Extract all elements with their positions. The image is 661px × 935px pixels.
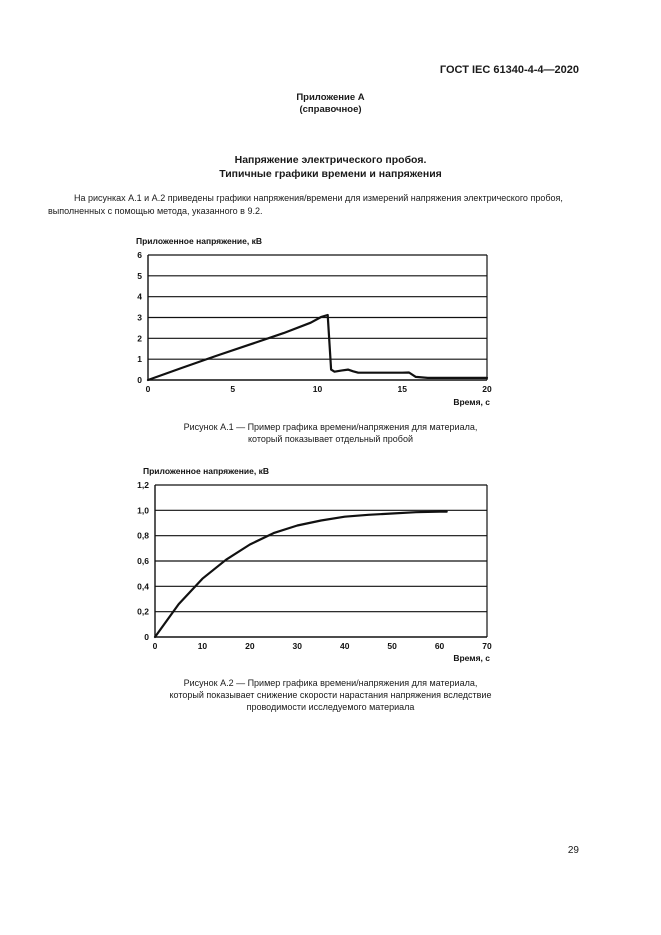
y-tick-label: 0,8 [137, 530, 149, 541]
page-number: 29 [567, 845, 579, 856]
intro-paragraph: На рисунках А.1 и А.2 приведены графики напряжения/времени для измерений напряжения электрического пробоя, выполненных с помощью метода, указанного в 9.2. [48, 193, 563, 216]
figure-a1-caption-line2: который показывает отдельный пробой [248, 434, 413, 444]
y-tick-label: 0 [144, 632, 149, 642]
x-tick-label: 5 [230, 384, 236, 394]
figure-a1-caption [0, 421, 661, 445]
series-line [148, 315, 487, 380]
x-tick-label: 50 [387, 641, 397, 651]
section-title [0, 153, 661, 181]
figure-a2-caption-line1: Рисунок А.2 — Пример графика времени/напряжения для материала, [183, 678, 478, 688]
document-header: ГОСТ IEC 61340-4-4—2020 [439, 64, 579, 76]
x-tick-label: 0 [145, 384, 151, 394]
y-tick-label: 0,2 [137, 606, 149, 617]
y-axis-label: Приложенное напряжение, кВ [143, 466, 269, 476]
y-tick-label: 5 [137, 270, 142, 281]
annex-title: Приложение А [296, 92, 365, 103]
annex-status: (справочное) [299, 104, 362, 115]
section-title-line2: Типичные графики времени и напряжения [219, 168, 442, 180]
x-tick-label: 60 [434, 641, 445, 651]
section-title-line1: Напряжение электрического пробоя. [234, 154, 427, 166]
y-tick-label: 0,6 [137, 556, 149, 566]
y-tick-label: 1,0 [137, 505, 149, 516]
x-tick-label: 10 [312, 384, 323, 394]
figure-a1-chart [0, 230, 661, 410]
x-tick-label: 20 [245, 641, 255, 651]
y-axis-label: Приложенное напряжение, кВ [136, 236, 262, 246]
x-tick-label: 15 [397, 384, 407, 394]
x-axis-label: Время, с [453, 653, 490, 663]
x-tick-label: 40 [339, 641, 350, 651]
series-line [155, 512, 447, 637]
x-axis-label: Время, с [453, 397, 490, 407]
y-tick-label: 0,4 [137, 581, 149, 592]
figure-a1-caption-line1: Рисунок А.1 — Пример графика времени/напряжения для материала, [183, 422, 478, 432]
y-tick-label: 6 [137, 250, 142, 260]
x-tick-label: 70 [482, 641, 492, 651]
figure-a2-caption-line2: который показывает снижение скорости нарастания напряжения вследствие [169, 690, 492, 700]
figure-a2-caption-line3: проводимости исследуемого материала [246, 702, 415, 712]
x-tick-label: 20 [482, 384, 492, 394]
y-tick-label: 0 [137, 375, 142, 385]
y-tick-label: 2 [137, 333, 142, 344]
y-tick-label: 3 [137, 312, 142, 323]
figure-a2-chart [0, 460, 661, 670]
annex-heading [0, 92, 661, 116]
x-tick-label: 0 [152, 641, 158, 651]
y-tick-label: 4 [137, 291, 142, 302]
figure-a2-caption [0, 677, 661, 713]
x-tick-label: 30 [292, 641, 303, 651]
y-tick-label: 1,2 [137, 480, 149, 490]
y-tick-label: 1 [137, 354, 142, 365]
x-tick-label: 10 [197, 641, 208, 651]
